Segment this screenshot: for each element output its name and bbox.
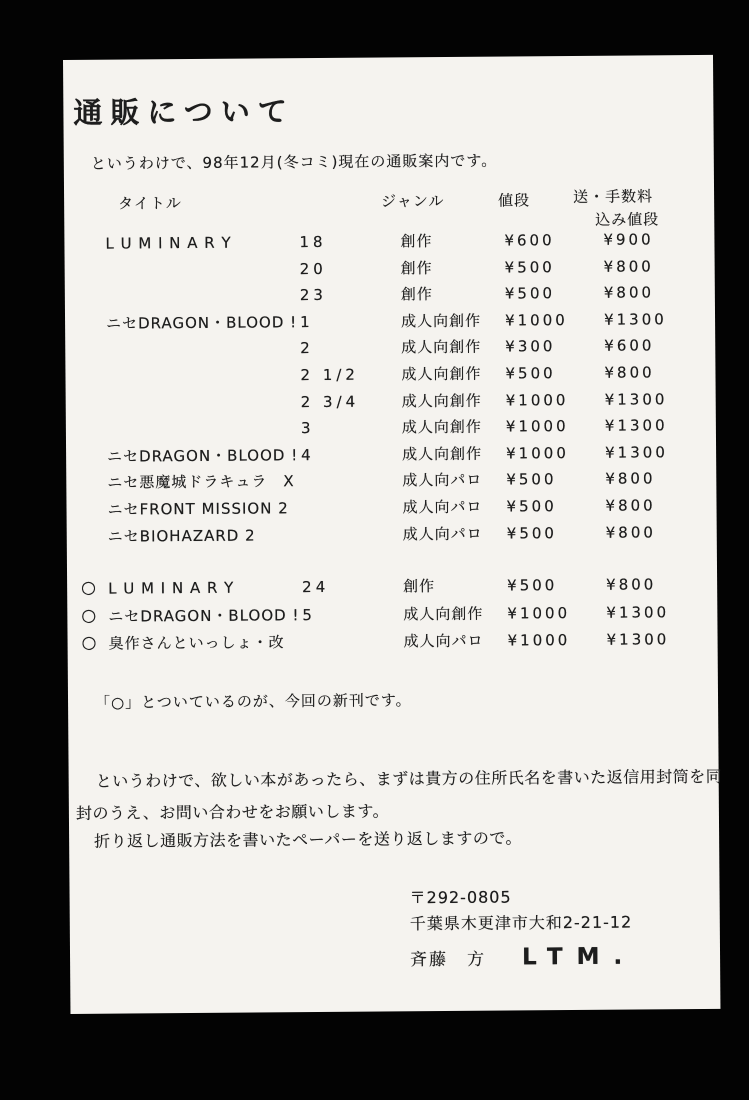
header-price: 値段 — [498, 191, 531, 210]
item-title: 臭作さんといっしょ・改 — [108, 633, 285, 653]
item-total-price: ¥800 — [606, 575, 657, 594]
item-genre: 成人向創作 — [400, 311, 482, 331]
item-price: ¥1000 — [506, 443, 569, 463]
item-price: ¥500 — [504, 284, 556, 303]
item-genre: 成人向創作 — [403, 604, 484, 623]
item-issue: 2 1/2 — [300, 365, 360, 385]
item-issue: 23 — [299, 286, 328, 305]
item-price: ¥500 — [506, 523, 557, 543]
item-total-price: ¥800 — [603, 283, 655, 302]
header-title: タイトル — [118, 194, 182, 213]
recipient-line — [410, 943, 637, 971]
item-genre: 成人向パロ — [402, 471, 483, 490]
item-total-price: ¥1300 — [604, 416, 668, 435]
item-issue: 24 — [302, 577, 330, 597]
table-row — [107, 522, 693, 556]
item-title: L U M I N A R Y — [108, 578, 235, 598]
item-issue: 3 — [300, 419, 315, 438]
item-issue: 1 — [299, 312, 314, 331]
item-price: ¥600 — [504, 231, 555, 250]
ordering-instructions-line2: 封のうえ、お問い合わせをお願いします。 — [75, 801, 390, 823]
item-total-price: ¥1300 — [604, 389, 668, 409]
new-release-table-body — [81, 575, 694, 664]
street-address: 千葉県木更津市大和2-21-12 — [409, 912, 633, 934]
item-genre: 創作 — [403, 577, 436, 596]
item-genre: 創作 — [400, 285, 433, 304]
item-price: ¥1000 — [504, 310, 568, 330]
item-title: ニセDRAGON・BLOOD ! — [107, 445, 299, 466]
item-price: ¥1000 — [507, 603, 571, 623]
document-page — [63, 55, 723, 1014]
item-total-price: ¥800 — [603, 256, 654, 276]
item-genre: 成人向創作 — [402, 444, 483, 464]
new-release-mark: ○ — [81, 577, 97, 598]
item-issue: 18 — [299, 232, 327, 252]
item-title: ニセ悪魔城ドラキュラ X — [107, 472, 295, 493]
item-price: ¥500 — [506, 497, 557, 516]
item-title: ニセDRAGON・BLOOD ! — [105, 312, 298, 333]
item-price: ¥500 — [504, 257, 555, 277]
item-title: L U M I N A R Y — [105, 233, 232, 253]
item-total-price: ¥800 — [604, 363, 655, 382]
item-total-price: ¥600 — [604, 336, 655, 356]
postal-code: 〒292-0805 — [409, 887, 512, 908]
item-total-price: ¥1300 — [606, 630, 670, 649]
item-genre: 成人向創作 — [401, 338, 482, 357]
item-total-price: ¥1300 — [605, 443, 668, 462]
ordering-instructions-line1: というわけで、欲しい本があったら、まずは貴方の住所氏名を書いた返信用封筒を同 — [95, 766, 723, 791]
price-table-body — [105, 232, 692, 556]
item-total-price: ¥1300 — [603, 310, 667, 329]
item-total-price: ¥800 — [605, 496, 656, 515]
item-price: ¥500 — [507, 576, 558, 595]
ordering-instructions-line3: 折り返し通販方法を書いたペーパーを送り返しますので。 — [94, 828, 523, 851]
circle-name: LTM. — [521, 943, 637, 971]
item-price: ¥1000 — [505, 417, 569, 436]
intro-text: というわけで、98年12月(冬コミ)現在の通販案内です。 — [90, 151, 498, 173]
item-genre: 創作 — [400, 258, 433, 277]
item-price: ¥500 — [506, 470, 557, 489]
item-price: ¥1000 — [507, 631, 571, 650]
item-price: ¥500 — [505, 364, 556, 383]
item-genre: 成人向パロ — [402, 497, 483, 517]
page-title: 通販について — [73, 94, 295, 131]
item-genre: 成人向創作 — [401, 391, 482, 410]
item-price: ¥300 — [505, 337, 556, 356]
header-genre: ジャンル — [381, 192, 445, 211]
new-release-mark: ○ — [81, 632, 97, 654]
header-shipping-line1: 送・手数料 — [573, 187, 654, 206]
item-genre: 成人向パロ — [402, 524, 483, 543]
item-price: ¥1000 — [505, 390, 569, 410]
item-total-price: ¥1300 — [606, 602, 670, 622]
header-shipping-line2: 込み値段 — [595, 210, 660, 229]
item-title: ニセFRONT MISSION 2 — [107, 499, 289, 519]
item-genre: 成人向パロ — [403, 631, 484, 651]
item-genre: 成人向創作 — [401, 364, 482, 384]
item-issue: 2 — [300, 339, 314, 358]
item-total-price: ¥900 — [603, 230, 654, 249]
item-total-price: ¥800 — [605, 522, 656, 542]
table-row — [81, 630, 694, 664]
item-issue: 2 3/4 — [300, 392, 360, 411]
new-release-note: 「○」とついているのが、今回の新刊です。 — [94, 691, 412, 712]
item-genre: 成人向創作 — [401, 417, 482, 437]
item-title: ニセDRAGON・BLOOD ! — [108, 605, 300, 626]
item-issue: 20 — [299, 259, 327, 278]
item-issue: 5 — [302, 605, 316, 624]
new-release-mark: ○ — [81, 605, 97, 626]
item-total-price: ¥800 — [605, 469, 656, 489]
recipient-name: 斉藤 方 — [410, 949, 487, 971]
item-genre: 創作 — [400, 232, 433, 251]
item-issue: 4 — [301, 445, 315, 464]
item-title: ニセBIOHAZARD 2 — [107, 526, 256, 546]
